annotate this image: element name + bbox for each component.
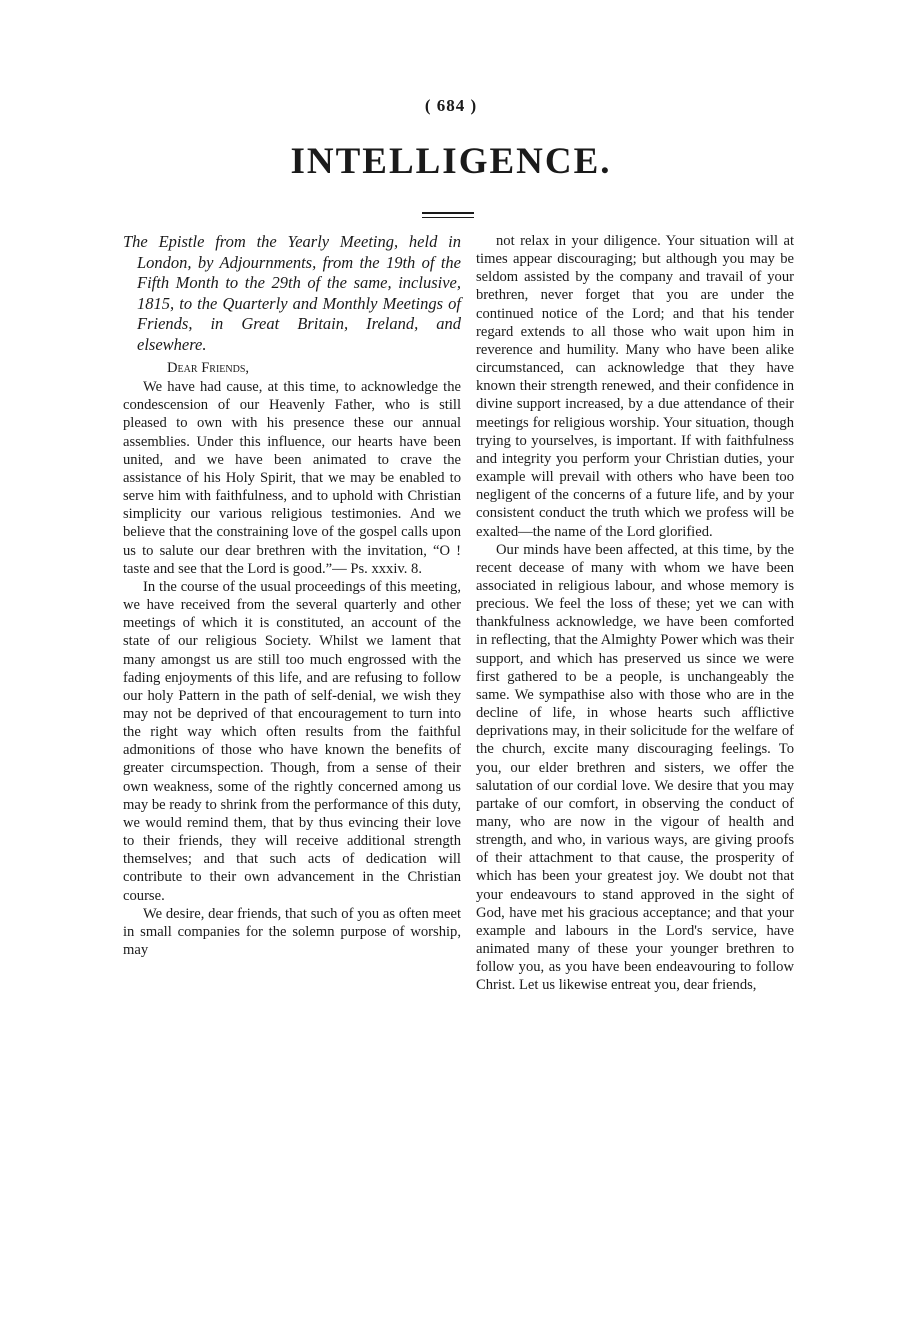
left-column [123,232,461,959]
paragraph-4: Our minds have been affected, at this time, by the recent decease of many with whom we have been associated in religious labour, and whose memory is precious. We feel the loss of these; yet we can with thankfulness acknowledge, we have been comforted in reflecting, that the Almighty Power which was their support, and which has preserved us since we were first gathered to be a people, is unchangeably the same. We sympathise also with those who are in the decline of life, in whose hearts such afflictive deprivations may, in their solicitude for the welfare of the church, excite many discouraging feelings. To you, our elder brethren and sisters, we offer the salutation of our cordial love. We desire that you may partake of our comfort, in observing the conduct of many, who are now in the vigour of health and strength, and who, in various ways, are giving proofs of their attachment to that cause, the prosperity of which has been your greatest joy. We doubt not that your endeavours to stand approved in the sight of God, have met his gracious acceptance; and that your example and labours in the Lord's service, have animated many of these your younger brethren to follow you, as you have been endeavouring to follow Christ. Let us likewise entreat you, dear friends, [476,541,794,994]
paragraph-3-continued: not relax in your diligence. Your situation will at times appear discouraging; but although you may be seldom assisted by the company and travail of your brethren, never forget that you are under the continued notice of the Lord; and that his tender regard extends to all those who wait upon him in reverence and humility. Many who have been alike circumstanced, can acknowledge that they have known their strength renewed, and their confidence in divine support increased, by a due attendance of their meetings for religious worship. Your situation, though trying to yourselves, is important. If with faithfulness and integrity you perform your Christian duties, your example will prevail with others who have been too negligent of the concerns of a future life, and by your consistent conduct the truth which we profess will be exalted—the name of the Lord glorified. [476,233,794,540]
page-number: ( 684 ) [424,96,478,115]
salutation: Dear Friends, [167,360,250,376]
paragraph-1: We have had cause, at this time, to acknowledge the condescension of our Heavenly Father, who is still pleased to own with his presence these our annual assemblies. Under this influence, our hearts have been united, and we have been animated to crave the assistance of his Holy Spirit, that we may be enabled to serve him with faithfulness, and to uphold with Christian simplicity our various religious testimonies. And we believe that the constraining love of the gospel calls upon us to salute our dear brethren with the invitation, “O ! taste and see that the Lord is good.”— Ps. xxxiv. 8. [123,379,461,577]
section-title: INTELLIGENCE. [290,141,612,182]
title-rule [422,212,474,218]
paragraph-3: We desire, dear friends, that such of you as often meet in small companies for the solemn purpose of worship, may [123,905,461,958]
right-column [476,232,794,995]
paragraph-2: In the course of the usual proceedings of this meeting, we have received from the several quarterly and other meetings of which it is constituted, an account of the state of our religious Society. Whilst we lament that many amongst us are still too much engrossed with the fading enjoyments of this life, and are refusing to follow our holy Pattern in the path of self-denial, we wish they may not be deprived of that encouragement to turn into the right way which often results from the faithful admonitions of those who have known the benefits of greater circumspection. Though, from a sense of their own weakness, some of the rightly concerned among us may be ready to shrink from the performance of this duty, we would remind them, that by thus evincing their love to their friends, they will receive additional strength themselves; and that such acts of dedication will contribute to their own advancement in the Christian course. [123,578,461,904]
epistle-title: The Epistle from the Yearly Meeting, held in London, by Adjournments, from the 19th of the Fifth Month to the 29th of the same, inclusive, 1815, to the Quarterly and Monthly Meetings of Friends, in Great Britain, Ireland, and elsewhere. [123,232,461,354]
